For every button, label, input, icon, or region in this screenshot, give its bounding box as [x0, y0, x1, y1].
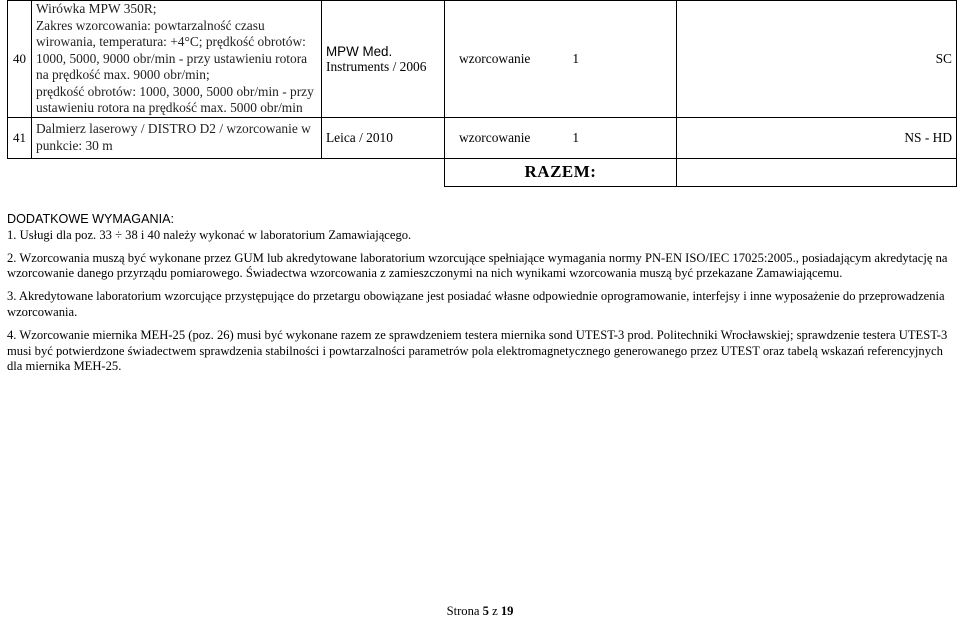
row-service-qty [445, 117, 677, 158]
row-manufacturer: Leica / 2010 [322, 117, 445, 158]
manufacturer-year: Instruments / 2006 [326, 58, 427, 74]
page-label: Strona [446, 604, 483, 618]
table-row [8, 1, 957, 118]
requirement-item: 3. Akredytowane laboratorium wzorcujące przystępujące do przetargu obowiązane jest posiadać własne odpowiednie oprogramowanie, interfejsy i inne wyposażenie do przeprowadzenia wzorcowania. [7, 289, 945, 319]
manufacturer-name: MPW Med. [326, 43, 393, 59]
description-line: na prędkość max. 9000 obr/min; [36, 67, 210, 82]
requirements-heading: DODATKOWE WYMAGANIA: [7, 212, 174, 226]
requirement-item: 4. Wzorcowanie miernika MEH-25 (poz. 26) musi być wykonane razem ze sprawdzeniem testera miernika sond UTEST-3 prod. Politechniki Wrocławskiej; sprawdzenie testera UTEST-3 musi być potwierdzone świadectwem sprawdzenia stabilności i powtarzalności parametrów pola elektromagnetycznego generowanego przez UTEST oraz tabelą wskazań referencyjnych dla miernika MEH-25. [7, 327, 948, 374]
description-line: Zakres wzorcowania: powtarzalność czasu [36, 17, 265, 33]
row-service-qty [445, 1, 677, 118]
row-code: SC [677, 1, 957, 118]
row-number: 41 [8, 117, 32, 158]
row-service: wzorcowanie [459, 50, 531, 66]
description-line: Dalmierz laserowy / DISTRO D2 / wzorcowanie w [36, 121, 311, 136]
requirement-item: 2. Wzorcowania muszą być wykonane przez GUM lub akredytowane laboratorium wzorcujące spełniające wymagania normy PN-EN ISO/IEC 17025:2005., posiadającym akredytację na wzorcowanie danego przyrządu pomiarowego. Świadectwa wzorcowania z zamieszczonymi na nich wynikami wzorcowania muszą być przekazane Zamawiającemu. [7, 250, 948, 281]
page-total: 19 [500, 604, 514, 618]
total-value [677, 158, 957, 186]
row-qty: 1 [572, 50, 580, 66]
row-description [32, 1, 322, 118]
description-line: punkcie: 30 m [36, 137, 113, 153]
row-service: wzorcowanie [459, 129, 531, 145]
additional-requirements [7, 212, 952, 375]
description-line: Wirówka MPW 350R; [36, 1, 157, 16]
description-line: ustawieniu rotora na prędkość max. 5000 obr/min [36, 100, 303, 115]
requirement-item: 1. Usługi dla poz. 33 ÷ 38 i 40 należy wykonać w laboratorium Zamawiającego. [7, 227, 412, 242]
row-description [32, 117, 322, 158]
row-number: 40 [8, 1, 32, 118]
total-row [8, 158, 957, 186]
table-row [8, 117, 957, 158]
page-current: 5 [482, 604, 489, 618]
row-manufacturer [322, 1, 445, 118]
description-line: wirowania, temperatura: +4°C; prędkość obrotów: [36, 34, 306, 49]
description-line: prędkość obrotów: 1000, 3000, 5000 obr/min - przy [36, 83, 314, 99]
page-separator: z [488, 604, 501, 618]
row-qty: 1 [572, 129, 580, 145]
description-line: 1000, 5000, 9000 obr/min - przy ustawieniu rotora [36, 50, 308, 66]
equipment-table [7, 0, 957, 187]
page-footer [0, 604, 960, 619]
row-code: NS - HD [677, 117, 957, 158]
total-label: RAZEM: [445, 158, 677, 186]
